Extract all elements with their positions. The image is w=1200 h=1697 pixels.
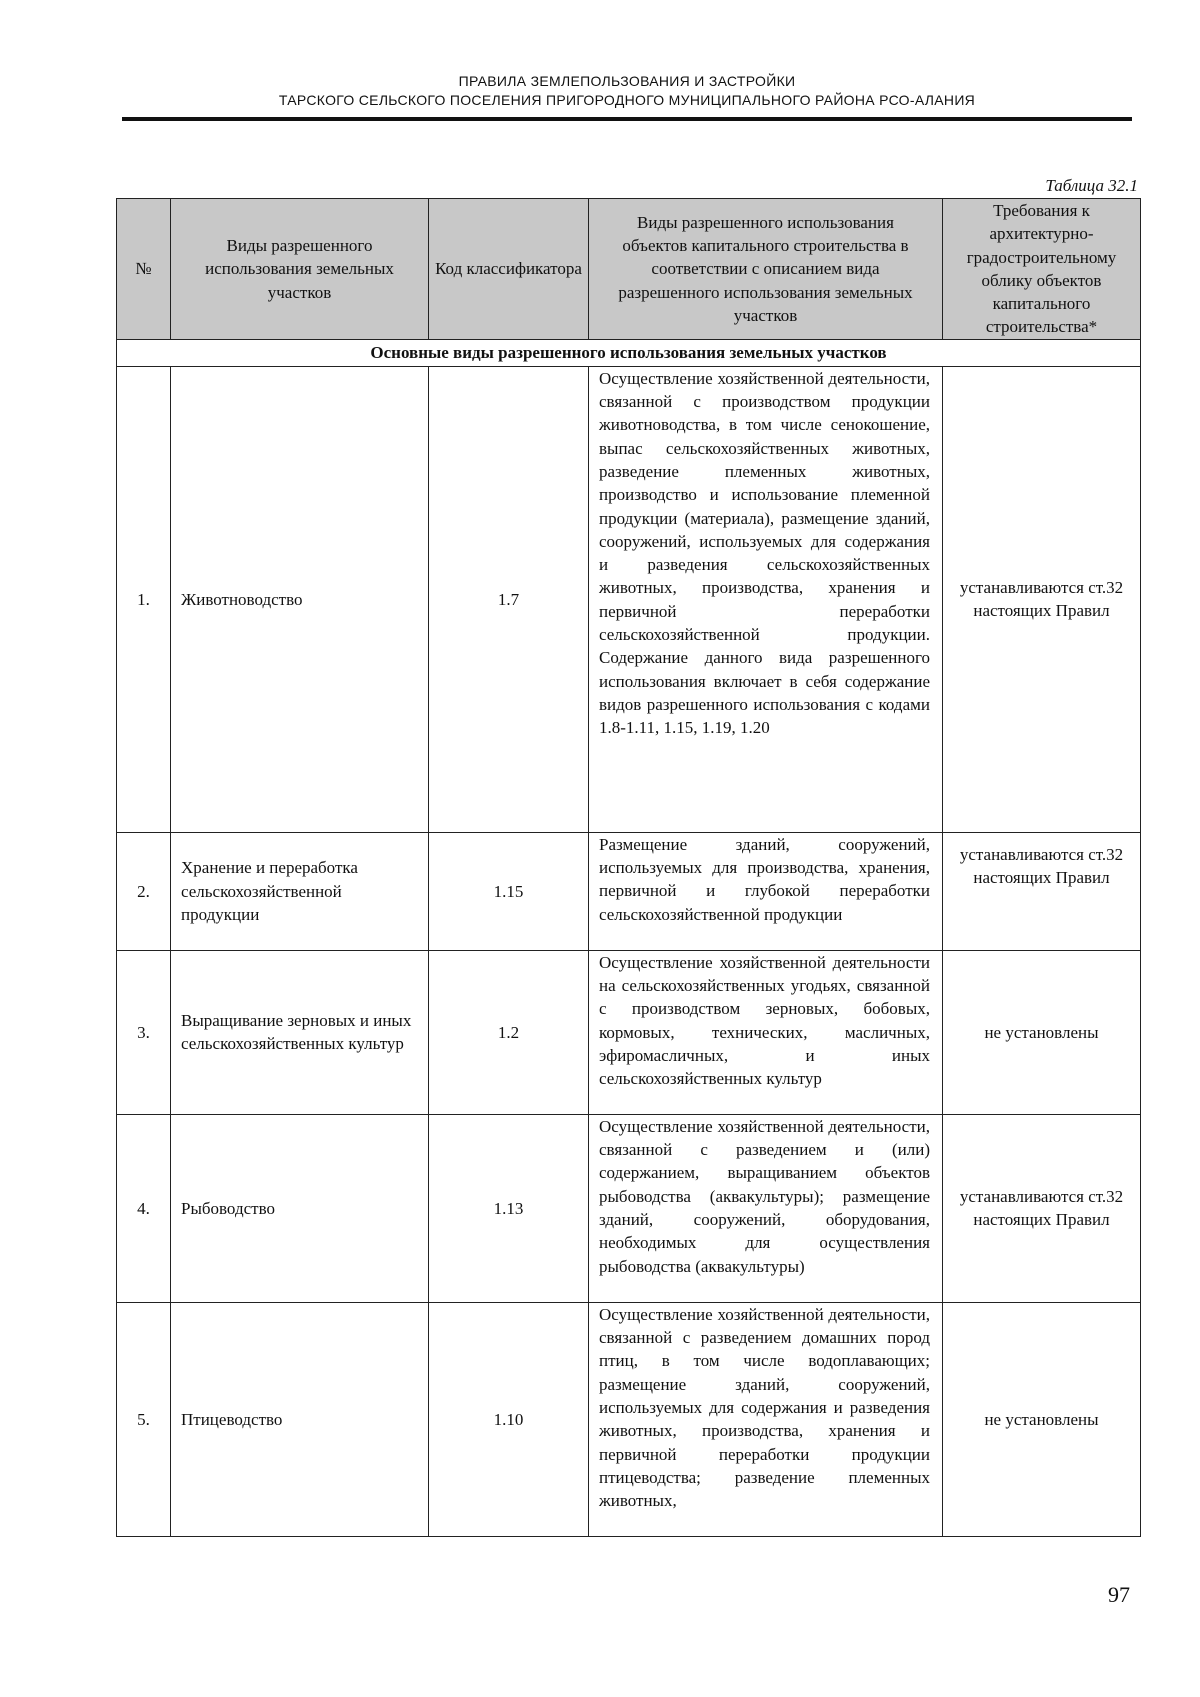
- col-header-capital: Виды разрешенного использования объектов капитального строительства в соответствии с описанием вида разрешенного использования земельных участков: [589, 199, 943, 340]
- row-num: 5.: [117, 1302, 171, 1536]
- row-num: 1.: [117, 366, 171, 832]
- row-land-use: Животноводство: [171, 366, 429, 832]
- row-description: Осуществление хозяйственной деятельности на сельскохозяйственных угодьях, связанной с производством зерновых, бобовых, кормовых, технических, масличных, эфиромасличных, и иных сельскохозяйственных культур: [589, 950, 943, 1114]
- table-row: [117, 950, 1141, 1114]
- row-description: Осуществление хозяйственной деятельности, связанной с производством продукции животноводства, в том числе сенокошение, выпас сельскохозяйственных животных, разведение племенных животных, производство и использование племенной продукции (материала), размещение зданий, сооружений, используемых для содержания и разведения сельскохозяйственных животных, производства, хранения и первичной переработки сельскохозяйственной продукции. Содержание данного вида разрешенного использования включает в себя содержание видов разрешенного использования с кодами 1.8-1.11, 1.15, 1.19, 1.20: [589, 366, 943, 832]
- table-row: [117, 1302, 1141, 1536]
- row-code: 1.13: [429, 1114, 589, 1302]
- row-requirement: устанавливаются ст.32 настоящих Правил: [943, 1114, 1141, 1302]
- section-title: Основные виды разрешенного использования земельных участков: [117, 339, 1141, 366]
- running-header: [122, 72, 1132, 110]
- header-line-2: ТАРСКОГО СЕЛЬСКОГО ПОСЕЛЕНИЯ ПРИГОРОДНОГО МУНИЦИПАЛЬНОГО РАЙОНА РСО-АЛАНИЯ: [278, 92, 976, 108]
- table-row: [117, 832, 1141, 950]
- row-land-use: Птицеводство: [171, 1302, 429, 1536]
- col-header-num: №: [117, 199, 171, 340]
- row-land-use: Хранение и переработка сельскохозяйственной продукции: [171, 832, 429, 950]
- row-code: 1.10: [429, 1302, 589, 1536]
- row-land-use: Выращивание зерновых и иных сельскохозяйственных культур: [171, 950, 429, 1114]
- row-description: Размещение зданий, сооружений, используемых для производства, хранения, первичной и глубокой переработки сельскохозяйственной продукции: [589, 832, 943, 950]
- row-num: 3.: [117, 950, 171, 1114]
- col-header-land-use: Виды разрешенного использования земельных участков: [171, 199, 429, 340]
- row-code: 1.2: [429, 950, 589, 1114]
- row-description: Осуществление хозяйственной деятельности, связанной с разведением домашних пород птиц, в том числе водоплавающих; размещение зданий, сооружений, используемых для содержания и разведения животных, производства, хранения и первичной переработки продукции птицеводства; разведение племенных животных,: [589, 1302, 943, 1536]
- row-requirement: не установлены: [943, 1302, 1141, 1536]
- table-row: [117, 366, 1141, 832]
- row-land-use: Рыбоводство: [171, 1114, 429, 1302]
- row-requirement: устанавливаются ст.32 настоящих Правил: [943, 366, 1141, 832]
- row-description: Осуществление хозяйственной деятельности, связанной с разведением и (или) содержанием, выращиванием объектов рыбоводства (аквакультуры); размещение зданий, сооружений, оборудования, необходимых для осуществления рыбоводства (аквакультуры): [589, 1114, 943, 1302]
- row-requirement: не установлены: [943, 950, 1141, 1114]
- row-code: 1.15: [429, 832, 589, 950]
- section-row: [117, 339, 1141, 366]
- table-header-row: [117, 199, 1141, 340]
- col-header-requirements: Требования к архитектурно-градостроительному облику объектов капитального строительства*: [943, 199, 1141, 340]
- row-num: 4.: [117, 1114, 171, 1302]
- row-code: 1.7: [429, 366, 589, 832]
- land-use-table: [116, 198, 1141, 1537]
- table-caption: Таблица 32.1: [1045, 176, 1138, 195]
- row-num: 2.: [117, 832, 171, 950]
- header-rule: [122, 117, 1132, 121]
- col-header-code: Код классификатора: [429, 199, 589, 340]
- page-number: 97: [1108, 1582, 1130, 1607]
- table-row: [117, 1114, 1141, 1302]
- row-requirement: устанавливаются ст.32 настоящих Правил: [943, 832, 1141, 950]
- header-line-1: ПРАВИЛА ЗЕМЛЕПОЛЬЗОВАНИЯ И ЗАСТРОЙКИ: [458, 73, 796, 89]
